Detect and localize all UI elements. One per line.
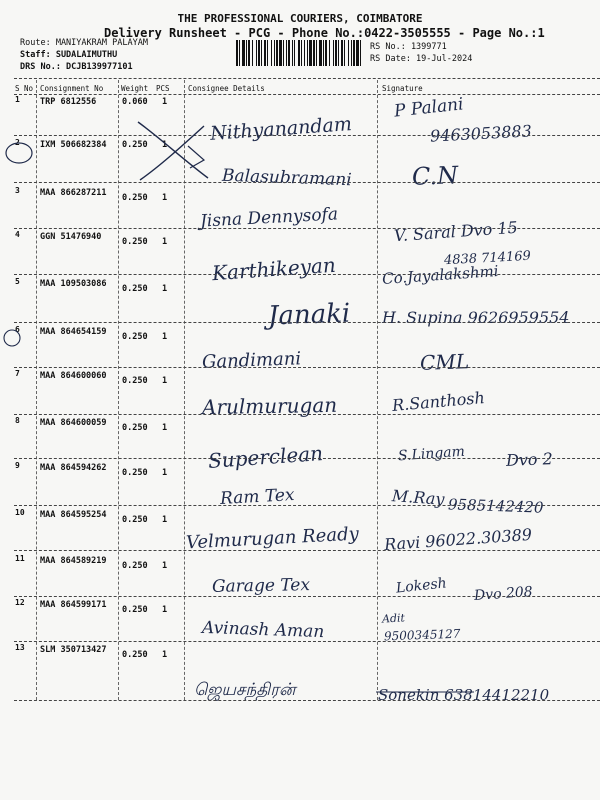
row-divider bbox=[14, 458, 600, 459]
row-signature-handwritten: P Palani bbox=[393, 94, 465, 122]
row-signature-handwritten: Sonekin 63814412210 bbox=[378, 686, 550, 704]
barcode-bar bbox=[239, 40, 240, 66]
barcode-bar bbox=[286, 40, 287, 66]
barcode-bar bbox=[329, 40, 330, 66]
row-weight: 0.250 bbox=[122, 140, 148, 150]
row-signature-handwritten: Co.Jayalakshmi bbox=[381, 261, 500, 289]
barcode-bar bbox=[316, 40, 317, 66]
barcode-bar bbox=[325, 40, 327, 66]
row-sno: 5 bbox=[15, 277, 20, 286]
barcode-bar bbox=[248, 40, 250, 66]
row-divider bbox=[14, 182, 600, 183]
barcode-bar bbox=[341, 40, 343, 66]
row-weight: 0.250 bbox=[122, 515, 148, 525]
row-divider bbox=[14, 596, 600, 597]
barcode-bar bbox=[344, 40, 345, 66]
row-consignment-no: MAA 864654159 bbox=[40, 327, 107, 337]
row-signature-handwritten: R.Santhosh bbox=[391, 387, 486, 416]
barcode-bar bbox=[348, 40, 349, 66]
row-pcs: 1 bbox=[162, 376, 168, 386]
row-signature-note: Dvo 208 bbox=[473, 583, 534, 605]
row-consignee-handwritten: Gandimani bbox=[201, 348, 302, 373]
runsheet-subtitle: Delivery Runsheet - PCG - Phone No.:0422-3505555 - Page No.:1 bbox=[104, 26, 545, 40]
barcode-bar bbox=[256, 40, 257, 66]
barcode-bar bbox=[271, 40, 272, 66]
barcode-bar bbox=[252, 40, 253, 66]
barcode-bar bbox=[307, 40, 308, 66]
row-weight: 0.250 bbox=[122, 332, 148, 342]
row-divider bbox=[14, 322, 600, 323]
row-pcs: 1 bbox=[162, 284, 168, 294]
barcode-bar bbox=[356, 40, 359, 66]
row-signature-note: 9585142420 bbox=[447, 495, 544, 517]
row-signature-handwritten: V. Saral Dvo 15 bbox=[393, 217, 519, 246]
row-divider bbox=[14, 505, 600, 506]
row-consignment-no: IXM 506682384 bbox=[40, 140, 107, 150]
row-divider bbox=[14, 700, 600, 701]
row-sno: 6 bbox=[15, 325, 20, 334]
row-weight: 0.250 bbox=[122, 423, 148, 433]
col-weight-header: Weight bbox=[121, 84, 149, 93]
barcode-bar bbox=[335, 40, 337, 66]
row-sno: 7 bbox=[15, 369, 20, 378]
row-weight: 0.250 bbox=[122, 650, 148, 660]
row-pcs: 1 bbox=[162, 468, 168, 478]
row-weight: 0.250 bbox=[122, 468, 148, 478]
barcode-bar bbox=[319, 40, 322, 66]
col-pcs-header: PCS bbox=[156, 84, 170, 93]
barcode-bar bbox=[351, 40, 352, 66]
barcode-bar bbox=[304, 40, 305, 66]
barcode-bar bbox=[261, 40, 262, 66]
drs-number: DRS No.: DCJB139977101 bbox=[20, 62, 133, 72]
barcode-bar bbox=[360, 40, 361, 66]
barcode-bar bbox=[309, 40, 312, 66]
row-consignee-handwritten: ஜெயசந்திரன் bbox=[194, 680, 296, 700]
row-divider bbox=[14, 550, 600, 551]
col-sno-header: S No bbox=[15, 84, 34, 93]
company-title: THE PROFESSIONAL COURIERS, COIMBATORE bbox=[177, 12, 423, 25]
row-consignment-no: MAA 109503086 bbox=[40, 279, 107, 289]
col-divider bbox=[118, 80, 119, 700]
barcode-bar bbox=[276, 40, 278, 66]
row-divider bbox=[14, 274, 600, 275]
row-consignment-no: MAA 864589219 bbox=[40, 556, 107, 566]
row-consignee-handwritten: Velmurugan Ready bbox=[185, 523, 360, 554]
row-sno: 2 bbox=[15, 138, 20, 147]
row-pcs: 1 bbox=[162, 97, 168, 107]
circled-number-mark bbox=[2, 328, 22, 348]
barcode-bar bbox=[264, 40, 266, 66]
row-consignee-handwritten: Ram Tex bbox=[219, 485, 296, 509]
row-signature-handwritten: H. Supina 9626959554 bbox=[382, 308, 570, 327]
barcode-bar bbox=[323, 40, 324, 66]
row-weight: 0.250 bbox=[122, 193, 148, 203]
row-consignment-no: TRP 6812556 bbox=[40, 97, 97, 107]
row-weight: 0.250 bbox=[122, 284, 148, 294]
row-divider bbox=[14, 228, 600, 229]
row-signature-note: Dvo 2 bbox=[505, 449, 554, 470]
row-consignee-handwritten: Janaki bbox=[267, 298, 351, 332]
row-sno: 4 bbox=[15, 230, 20, 239]
row-divider bbox=[14, 135, 600, 136]
row-sno: 9 bbox=[15, 461, 20, 470]
barcode-bar bbox=[294, 40, 295, 66]
barcode-bar bbox=[267, 40, 268, 66]
row-consignee-handwritten: Jisna Dennysofa bbox=[199, 204, 339, 232]
row-weight: 0.250 bbox=[122, 561, 148, 571]
row-weight: 0.060 bbox=[122, 97, 148, 107]
row-consignment-no: SLM 350713427 bbox=[40, 645, 107, 655]
row-consignment-no: MAA 866287211 bbox=[40, 188, 107, 198]
row-signature-handwritten: S.Lingam bbox=[397, 443, 466, 465]
header-rule-bottom bbox=[14, 94, 600, 95]
row-sno: 8 bbox=[15, 416, 20, 425]
barcode-bar bbox=[246, 40, 247, 66]
row-weight: 0.250 bbox=[122, 605, 148, 615]
barcode-bar bbox=[313, 40, 315, 66]
row-sno: 12 bbox=[15, 598, 25, 607]
cross-out-mark bbox=[130, 116, 215, 186]
row-pcs: 1 bbox=[162, 423, 168, 433]
row-divider bbox=[14, 641, 600, 642]
row-sno: 11 bbox=[15, 554, 25, 563]
row-consignee-handwritten: Arulmurugan bbox=[201, 392, 338, 420]
row-consignee-handwritten: Superclean bbox=[207, 441, 324, 473]
row-signature-handwritten: Adit bbox=[381, 611, 406, 626]
row-pcs: 1 bbox=[162, 237, 168, 247]
row-consignment-no: MAA 864600060 bbox=[40, 371, 107, 381]
row-signature-handwritten: C.N bbox=[411, 161, 459, 191]
row-sno: 3 bbox=[15, 186, 20, 195]
row-signature-note: 9500345127 bbox=[383, 626, 461, 644]
rs-date: RS Date: 19-Jul-2024 bbox=[370, 54, 473, 64]
row-signature-note: 9463053883 bbox=[429, 121, 533, 146]
row-pcs: 1 bbox=[162, 140, 168, 150]
col-signature-header: Signature bbox=[382, 84, 423, 93]
row-pcs: 1 bbox=[162, 561, 168, 571]
row-pcs: 1 bbox=[162, 605, 168, 615]
barcode-bar bbox=[333, 40, 334, 66]
barcode-bar bbox=[288, 40, 290, 66]
row-divider bbox=[14, 367, 600, 368]
barcode-bar bbox=[274, 40, 275, 66]
row-consignment-no: MAA 864595254 bbox=[40, 510, 107, 520]
row-signature-handwritten: CML bbox=[419, 349, 470, 375]
row-weight: 0.250 bbox=[122, 376, 148, 386]
row-divider bbox=[14, 414, 600, 415]
row-consignment-no: MAA 864599171 bbox=[40, 600, 107, 610]
row-signature-handwritten: M.Ray bbox=[391, 486, 446, 509]
barcode-bar bbox=[242, 40, 245, 66]
row-consignee-handwritten: Garage Tex bbox=[211, 575, 311, 597]
row-signature-note: 4838 714169 bbox=[443, 248, 532, 269]
col-consignee-header: Consignee Details bbox=[188, 84, 265, 93]
staff-label: Staff: SUDALAIMUTHU bbox=[20, 50, 118, 60]
col-consignment-header: Consignment No bbox=[40, 84, 104, 93]
barcode-bar bbox=[258, 40, 260, 66]
row-consignment-no: MAA 864594262 bbox=[40, 463, 107, 473]
col-divider bbox=[36, 80, 37, 700]
row-sno: 10 bbox=[15, 508, 25, 517]
barcode-bar bbox=[279, 40, 282, 66]
rs-number: RS No.: 1399771 bbox=[370, 42, 447, 52]
circled-number-mark bbox=[4, 140, 36, 166]
barcode-bar bbox=[338, 40, 339, 66]
row-sno: 13 bbox=[15, 643, 25, 652]
barcode-bar bbox=[292, 40, 293, 66]
row-pcs: 1 bbox=[162, 515, 168, 525]
header-rule-top bbox=[14, 78, 600, 79]
barcode-bar bbox=[298, 40, 300, 66]
row-consignee-handwritten: Nithyanandam bbox=[209, 113, 353, 145]
barcode-image bbox=[236, 40, 364, 66]
barcode-bar bbox=[283, 40, 284, 66]
row-sno: 1 bbox=[15, 95, 20, 104]
barcode-bar bbox=[236, 40, 238, 66]
row-pcs: 1 bbox=[162, 193, 168, 203]
row-pcs: 1 bbox=[162, 650, 168, 660]
row-consignment-no: GGN 51476940 bbox=[40, 232, 102, 242]
row-consignee-handwritten: Avinash Aman bbox=[201, 617, 325, 643]
row-signature-handwritten: Lokesh bbox=[395, 575, 448, 597]
route-label: Route: MANIYAKRAM PALAYAM bbox=[20, 38, 148, 48]
row-weight: 0.250 bbox=[122, 237, 148, 247]
barcode-bar bbox=[301, 40, 302, 66]
underline-mark bbox=[376, 690, 476, 694]
col-divider bbox=[377, 80, 378, 700]
row-consignment-no: MAA 864600059 bbox=[40, 418, 107, 428]
barcode-bar bbox=[353, 40, 355, 66]
row-consignee-handwritten: Karthikeyan bbox=[211, 252, 337, 286]
row-consignee-handwritten: Balasubramani bbox=[221, 165, 352, 191]
row-pcs: 1 bbox=[162, 332, 168, 342]
row-signature-handwritten: Ravi 96022.30389 bbox=[383, 524, 533, 555]
